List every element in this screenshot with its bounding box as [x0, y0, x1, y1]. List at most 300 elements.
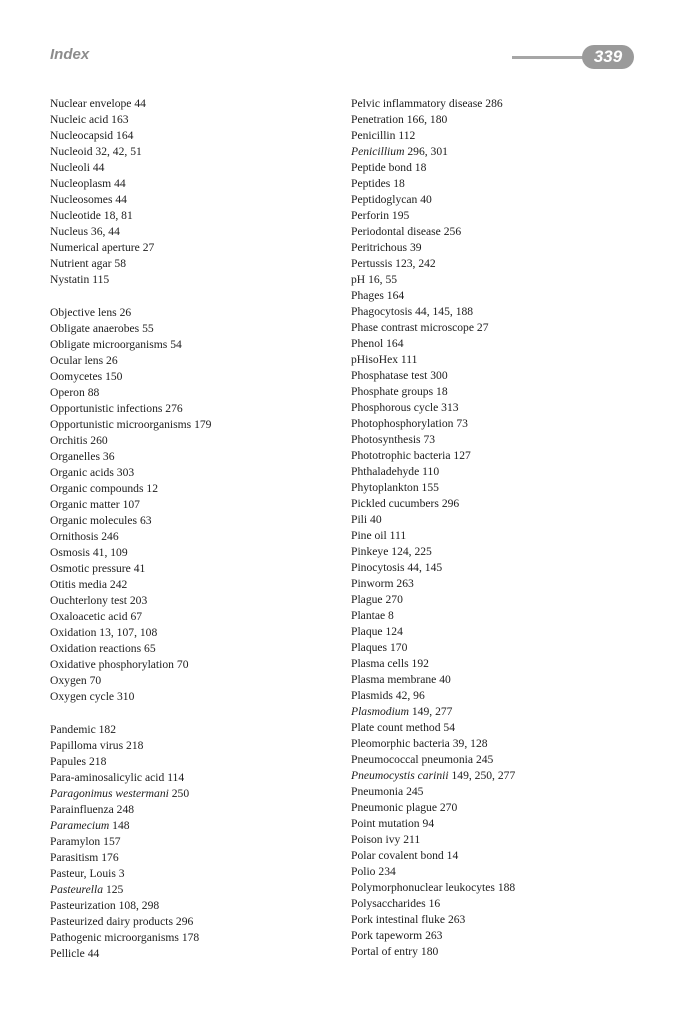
index-term: Pasteur, Louis	[50, 867, 116, 880]
index-term: Nucleocapsid	[50, 129, 114, 142]
index-term: Penicillin	[351, 129, 396, 142]
index-entry	[351, 736, 651, 752]
index-entry	[351, 256, 651, 272]
index-page-refs: 170	[389, 641, 408, 654]
index-entry	[351, 832, 651, 848]
index-entry	[50, 657, 330, 673]
index-term: Plasmodium	[351, 705, 409, 718]
index-page-refs: 55	[142, 322, 154, 335]
index-entry	[50, 417, 330, 433]
index-term: Numerical aperture	[50, 241, 140, 254]
index-term: Oxidation	[50, 626, 97, 639]
index-page-refs: 36, 44	[90, 225, 120, 238]
index-page-refs: 8	[388, 609, 394, 622]
index-entry	[50, 337, 330, 353]
index-page-refs: 270	[439, 801, 458, 814]
index-page-refs: 94	[422, 817, 435, 830]
index-term: Plasmids	[351, 689, 393, 702]
index-entry	[50, 898, 330, 914]
index-term: Pneumonic plague	[351, 801, 437, 814]
index-entry	[50, 321, 330, 337]
index-page-refs: 70	[176, 658, 189, 671]
index-page-refs: 40	[439, 673, 451, 686]
index-entry	[351, 288, 651, 304]
index-page-refs: 27	[476, 321, 489, 334]
index-page-refs: 242	[109, 578, 128, 591]
index-page-refs: 16, 55	[368, 273, 398, 286]
index-page-refs: 164	[116, 129, 134, 142]
index-term: Oxygen	[50, 674, 87, 687]
index-entry	[50, 802, 330, 818]
index-term: Phase contrast microscope	[351, 321, 474, 334]
index-entry	[351, 400, 651, 416]
index-page-refs: 163	[111, 113, 129, 126]
index-entry	[50, 401, 330, 417]
index-term: Penicillium	[351, 145, 405, 158]
index-term: Plaques	[351, 641, 388, 654]
index-term: Pasteurized dairy products	[50, 915, 173, 928]
index-page-refs: 70	[89, 674, 102, 687]
index-page-refs: 58	[114, 257, 126, 270]
index-page-refs: 41, 109	[92, 546, 128, 559]
index-entry	[50, 385, 330, 401]
index-page-refs: 149, 250, 277	[451, 769, 516, 782]
index-entry	[50, 786, 330, 802]
index-page-refs: 36	[102, 450, 115, 463]
index-entry	[50, 738, 330, 754]
index-entry	[50, 689, 330, 705]
index-entry	[351, 240, 651, 256]
index-page-refs: 111	[389, 529, 407, 542]
index-page-refs: 263	[396, 577, 414, 590]
index-entry	[50, 96, 330, 112]
index-term: Operon	[50, 386, 85, 399]
index-entry	[351, 384, 651, 400]
index-entry	[50, 561, 330, 577]
index-page-refs: 114	[167, 771, 185, 784]
index-term: Phototrophic bacteria	[351, 449, 451, 462]
index-page-refs: 54	[170, 338, 182, 351]
index-column-left	[50, 96, 330, 962]
index-page-refs: 256	[443, 225, 462, 238]
letter-group-gap	[50, 288, 330, 305]
index-page-refs: 44	[115, 193, 127, 206]
index-term: Phytoplankton	[351, 481, 419, 494]
index-term: Nuclear envelope	[50, 97, 132, 110]
index-entry	[50, 882, 330, 898]
index-entry	[351, 608, 651, 624]
index-term: Photophosphorylation	[351, 417, 454, 430]
index-entry	[351, 416, 651, 432]
index-page-refs: 179	[194, 418, 212, 431]
index-term: Nucleoid	[50, 145, 93, 158]
index-page-refs: 263	[425, 929, 443, 942]
index-entry	[50, 192, 330, 208]
index-term: Pellicle	[50, 947, 85, 960]
index-term: Obligate microorganisms	[50, 338, 168, 351]
index-term: Point mutation	[351, 817, 420, 830]
index-page-refs: 157	[103, 835, 121, 848]
index-entry	[351, 528, 651, 544]
index-term: Pasteurization	[50, 899, 116, 912]
index-term: Ornithosis	[50, 530, 99, 543]
index-page-refs: 263	[447, 913, 466, 926]
index-entry	[50, 850, 330, 866]
index-page-refs: 245	[406, 785, 424, 798]
index-term: Peptide bond	[351, 161, 412, 174]
index-page-refs: 124, 225	[391, 545, 432, 558]
index-page-refs: 300	[430, 369, 448, 382]
index-term: Pelvic inflammatory disease	[351, 97, 483, 110]
index-entry	[50, 818, 330, 834]
index-term: Pleomorphic bacteria	[351, 737, 450, 750]
index-entry	[351, 688, 651, 704]
index-term: Phenol	[351, 337, 384, 350]
index-page-refs: 41	[133, 562, 146, 575]
index-term: Phosphorous cycle	[351, 401, 439, 414]
index-term: Perforin	[351, 209, 389, 222]
index-page-refs: 192	[411, 657, 429, 670]
index-term: Plaque	[351, 625, 383, 638]
index-entry	[351, 96, 651, 112]
index-page-refs: 44, 145, 188	[415, 305, 474, 318]
index-entry	[50, 577, 330, 593]
index-entry	[351, 496, 651, 512]
index-page-refs: 112	[398, 129, 416, 142]
index-entry	[351, 464, 651, 480]
index-entry	[351, 816, 651, 832]
index-page-refs: 182	[98, 723, 117, 736]
index-term: Plate count method	[351, 721, 441, 734]
index-entry	[50, 529, 330, 545]
index-term: Oxygen cycle	[50, 690, 115, 703]
index-term: Oxaloacetic acid	[50, 610, 128, 623]
index-term: Portal of entry	[351, 945, 418, 958]
index-term: Phosphatase test	[351, 369, 428, 382]
running-header-title: Index	[50, 46, 90, 63]
index-term: Periodontal disease	[351, 225, 441, 238]
index-entry	[50, 128, 330, 144]
index-term: Pneumocystis carinii	[351, 769, 449, 782]
index-entry	[50, 593, 330, 609]
index-term: Objective lens	[50, 306, 117, 319]
index-term: Polar covalent bond	[351, 849, 444, 862]
index-term: Nystatin	[50, 273, 90, 286]
index-page-refs: 65	[144, 642, 156, 655]
index-page-refs: 16	[428, 897, 441, 910]
index-term: Polysaccharides	[351, 897, 426, 910]
index-term: Nucleic acid	[50, 113, 109, 126]
index-term: Pinkeye	[351, 545, 389, 558]
index-page-refs: 18, 81	[103, 209, 133, 222]
index-term: Phagocytosis	[351, 305, 413, 318]
index-entry	[50, 112, 330, 128]
index-entry	[50, 176, 330, 192]
index-page-refs: 218	[88, 755, 107, 768]
index-entry	[351, 656, 651, 672]
index-entry	[351, 784, 651, 800]
index-entry	[351, 320, 651, 336]
index-page-refs: 246	[101, 530, 119, 543]
index-entry	[351, 592, 651, 608]
index-page-refs: 111	[400, 353, 418, 366]
index-page-refs: 44	[87, 947, 100, 960]
index-term: Pinworm	[351, 577, 394, 590]
index-page-refs: 286	[485, 97, 503, 110]
index-term: Paragonimus westermani	[50, 787, 169, 800]
index-term: Pine oil	[351, 529, 387, 542]
index-term: Papules	[50, 755, 87, 768]
index-page-refs: 250	[171, 787, 190, 800]
index-entry	[50, 224, 330, 240]
index-term: Nutrient agar	[50, 257, 112, 270]
index-entry	[351, 480, 651, 496]
index-page-refs: 260	[90, 434, 108, 447]
index-term: Ouchterlony test	[50, 594, 127, 607]
index-term: Pathogenic microorganisms	[50, 931, 179, 944]
index-page-refs: 3	[118, 867, 125, 880]
index-entry	[351, 672, 651, 688]
index-page-refs: 63	[139, 514, 152, 527]
index-page-refs: 180	[420, 945, 439, 958]
index-entry	[351, 128, 651, 144]
index-entry	[351, 208, 651, 224]
index-page-refs: 248	[116, 803, 135, 816]
index-term: Polio	[351, 865, 376, 878]
index-page-refs: 13, 107, 108	[99, 626, 158, 639]
index-term: Obligate anaerobes	[50, 322, 140, 335]
index-entry	[351, 624, 651, 640]
index-entry	[351, 336, 651, 352]
index-term: Phages	[351, 289, 384, 302]
index-entry	[50, 930, 330, 946]
index-page-refs: 166, 180	[406, 113, 448, 126]
index-entry	[351, 512, 651, 528]
index-entry	[50, 256, 330, 272]
header-rule	[512, 56, 592, 59]
page-number-badge: 339	[582, 45, 634, 69]
index-term: Phthaladehyde	[351, 465, 420, 478]
index-page-refs: 88	[87, 386, 100, 399]
index-entry	[351, 224, 651, 240]
index-page-refs: 44	[114, 177, 126, 190]
index-entry	[351, 912, 651, 928]
index-page-refs: 14	[446, 849, 459, 862]
index-term: Osmotic pressure	[50, 562, 131, 575]
index-term: Orchitis	[50, 434, 88, 447]
index-term: Organic compounds	[50, 482, 144, 495]
index-entry	[351, 112, 651, 128]
index-page-refs: 40	[420, 193, 432, 206]
index-entry	[351, 432, 651, 448]
index-term: Peritrichous	[351, 241, 408, 254]
index-entry	[50, 914, 330, 930]
index-page-refs: 176	[101, 851, 119, 864]
index-page-refs: 150	[105, 370, 123, 383]
index-page-refs: 26	[106, 354, 118, 367]
index-entry	[351, 352, 651, 368]
index-page-refs: 107	[122, 498, 140, 511]
index-entry	[50, 240, 330, 256]
index-term: Pneumococcal pneumonia	[351, 753, 474, 766]
index-entry	[50, 481, 330, 497]
index-page-refs: 40	[370, 513, 382, 526]
index-page-refs: 296, 301	[407, 145, 448, 158]
index-entry	[50, 305, 330, 321]
index-page-refs: 67	[130, 610, 143, 623]
index-term: Phosphate groups	[351, 385, 434, 398]
index-term: Penetration	[351, 113, 404, 126]
index-entry	[351, 864, 651, 880]
index-term: Organelles	[50, 450, 101, 463]
index-term: Pasteurella	[50, 883, 104, 896]
index-term: Peptides	[351, 177, 391, 190]
index-entry	[351, 848, 651, 864]
index-page-refs: 44, 145	[407, 561, 443, 574]
index-page-refs: 73	[456, 417, 468, 430]
index-term: Parainfluenza	[50, 803, 114, 816]
index-entry	[50, 834, 330, 850]
index-page-refs: 115	[92, 273, 110, 286]
index-entry	[351, 944, 651, 960]
index-term: Pandemic	[50, 723, 96, 736]
index-page-refs: 270	[385, 593, 403, 606]
index-term: Ocular lens	[50, 354, 104, 367]
index-page-refs: 27	[142, 241, 155, 254]
index-term: Nucleotide	[50, 209, 101, 222]
index-entry	[50, 272, 330, 288]
index-entry	[50, 545, 330, 561]
index-entry	[351, 896, 651, 912]
index-term: Photosynthesis	[351, 433, 421, 446]
index-term: Oxidative phosphorylation	[50, 658, 174, 671]
index-page-refs: 310	[116, 690, 135, 703]
index-entry	[351, 176, 651, 192]
index-page-refs: 44	[134, 97, 146, 110]
index-term: Papilloma virus	[50, 739, 124, 752]
index-term: Opportunistic infections	[50, 402, 163, 415]
index-page-refs: 12	[146, 482, 158, 495]
index-entry	[351, 928, 651, 944]
index-page-refs: 296	[441, 497, 460, 510]
index-entry	[351, 576, 651, 592]
index-page-refs: 18	[393, 177, 405, 190]
index-entry	[351, 560, 651, 576]
index-term: Nucleoplasm	[50, 177, 112, 190]
index-term: Pertussis	[351, 257, 393, 270]
index-entry	[50, 497, 330, 513]
index-term: Poison ivy	[351, 833, 401, 846]
index-page-refs: 211	[403, 833, 421, 846]
index-term: Pneumonia	[351, 785, 404, 798]
index-page-refs: 203	[129, 594, 148, 607]
index-entry	[351, 304, 651, 320]
index-term: Organic molecules	[50, 514, 138, 527]
index-entry	[50, 160, 330, 176]
index-page-refs: 313	[441, 401, 459, 414]
index-page-refs: 296	[175, 915, 194, 928]
index-term: Oxidation reactions	[50, 642, 142, 655]
index-page-refs: 39, 128	[452, 737, 488, 750]
index-term: Paramylon	[50, 835, 101, 848]
index-page-refs: 303	[116, 466, 135, 479]
index-page-refs: 164	[386, 337, 404, 350]
index-page-refs: 54	[443, 721, 456, 734]
index-page-refs: 218	[126, 739, 144, 752]
index-page-refs: 42, 96	[395, 689, 425, 702]
index-entry	[50, 946, 330, 962]
index-page-refs: 178	[181, 931, 200, 944]
index-entry	[351, 800, 651, 816]
index-term: Polymorphonuclear leukocytes	[351, 881, 495, 894]
index-entry	[50, 722, 330, 738]
index-term: Pili	[351, 513, 368, 526]
index-term: Organic matter	[50, 498, 120, 511]
index-entry	[351, 752, 651, 768]
index-term: Pork intestinal fluke	[351, 913, 446, 926]
index-term: Opportunistic microorganisms	[50, 418, 192, 431]
index-entry	[50, 866, 330, 882]
index-term: Paramecium	[50, 819, 110, 832]
index-entry	[351, 448, 651, 464]
index-term: pHisoHex	[351, 353, 399, 366]
index-entry	[351, 368, 651, 384]
index-page-refs: 123, 242	[395, 257, 436, 270]
index-entry	[50, 353, 330, 369]
index-term: Plasma cells	[351, 657, 409, 670]
index-entry	[50, 673, 330, 689]
index-page-refs: 108, 298	[118, 899, 160, 912]
index-page-refs: 32, 42, 51	[95, 145, 142, 158]
index-entry	[351, 720, 651, 736]
index-page-refs: 110	[422, 465, 440, 478]
index-term: Otitis media	[50, 578, 107, 591]
index-term: Pinocytosis	[351, 561, 405, 574]
index-page-refs: 127	[453, 449, 471, 462]
index-term: Para-aminosalicylic acid	[50, 771, 165, 784]
index-entry	[351, 704, 651, 720]
index-entry	[351, 272, 651, 288]
index-term: Peptidoglycan	[351, 193, 418, 206]
index-page-refs: 195	[391, 209, 410, 222]
index-entry	[351, 640, 651, 656]
index-term: Pork tapeworm	[351, 929, 423, 942]
index-entry	[50, 369, 330, 385]
index-page-refs: 234	[378, 865, 396, 878]
index-page-refs: 39	[409, 241, 422, 254]
index-term: pH	[351, 273, 366, 286]
index-term: Pickled cucumbers	[351, 497, 439, 510]
index-page-refs: 188	[497, 881, 516, 894]
index-page-refs: 155	[421, 481, 439, 494]
index-term: Osmosis	[50, 546, 90, 559]
index-term: Nucleus	[50, 225, 88, 238]
index-entry	[50, 449, 330, 465]
index-entry	[351, 192, 651, 208]
index-entry	[50, 641, 330, 657]
index-entry	[50, 609, 330, 625]
index-column-right	[351, 96, 651, 960]
index-term: Plantae	[351, 609, 386, 622]
index-entry	[351, 144, 651, 160]
index-page-refs: 245	[475, 753, 494, 766]
index-page-refs: 125	[105, 883, 124, 896]
index-entry	[50, 465, 330, 481]
index-page-refs: 148	[112, 819, 130, 832]
index-page-refs: 18	[414, 161, 427, 174]
index-page-refs: 18	[436, 385, 448, 398]
index-term: Oomycetes	[50, 370, 103, 383]
